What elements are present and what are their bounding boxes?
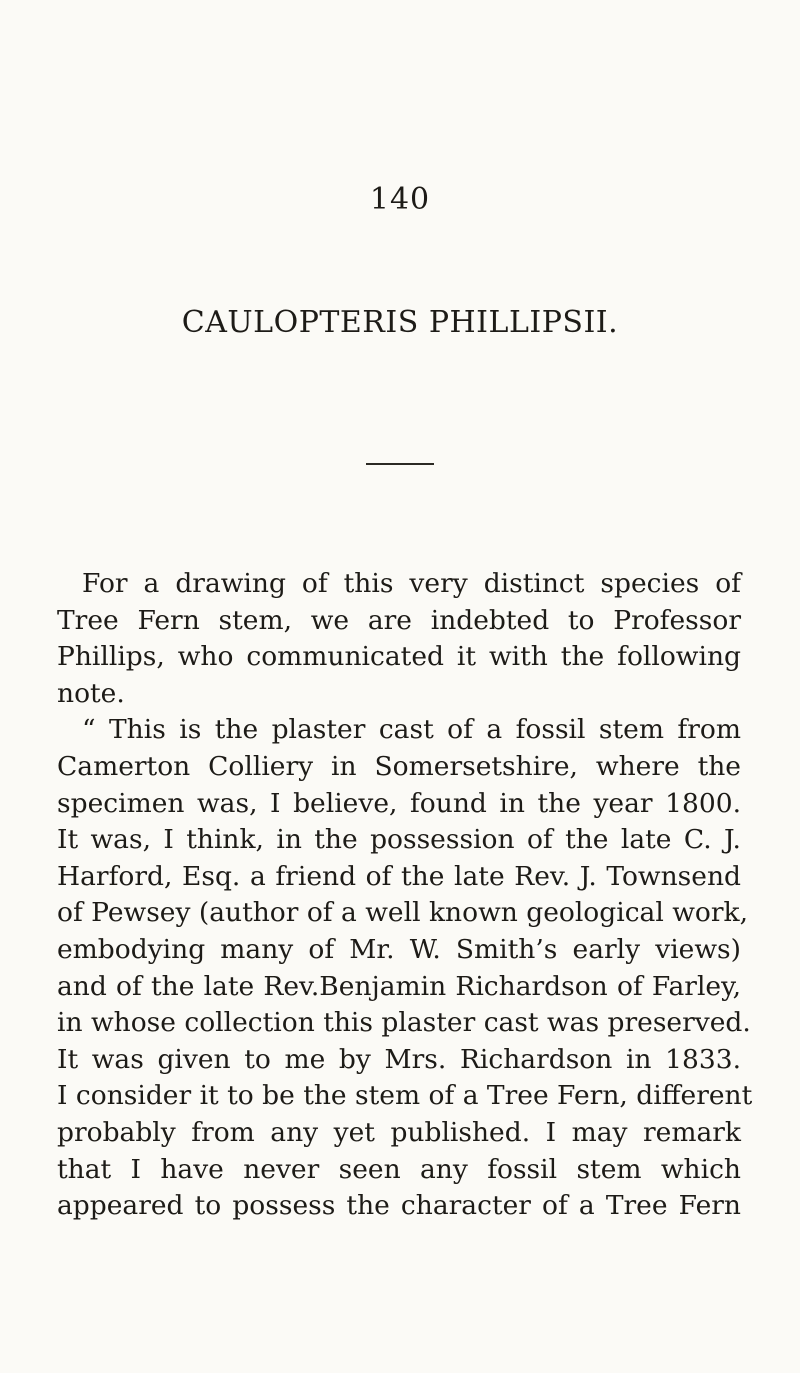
text-line: It was given to me by Mrs. Richardson in 1833. [57,1043,741,1075]
text-line: and of the late Rev.Benjamin Richardson of Farley, [57,970,741,1002]
text-line: For a drawing of this very distinct species of [82,568,741,599]
text-line: Phillips, who communicated it with the following [57,641,741,673]
text-line: Harford, Esq. a friend of the late Rev. J. Townsend [57,860,741,892]
text-line: “ This is the plaster cast of a fossil stem from [82,714,741,746]
body-text [57,566,753,1225]
text-line: specimen was, I believe, found in the year 1800. [57,787,741,819]
page-title: CAULOPTERIS PHILLIPSII. [181,305,619,340]
title-divider [366,463,434,465]
text-line: embodying many of Mr. W. Smith’s early views) [57,933,741,965]
text-line: I consider it to be the stem of a Tree Fern, different [57,1080,753,1112]
text-line: appeared to possess the character of a Tree Fern [57,1190,741,1222]
text-line: that I have never seen any fossil stem which [57,1153,741,1185]
text-line: Tree Fern stem, we are indebted to Professor [57,604,741,636]
text-line: of Pewsey (author of a well known geological work, [57,897,749,929]
text-line: in whose collection this plaster cast was preserved. [57,1007,751,1039]
text-line: Camerton Colliery in Somersetshire, where the [57,750,741,782]
text-line: note. [57,677,125,709]
text-line: probably from any yet published. I may remark [57,1116,741,1148]
page-number: 140 [369,182,431,217]
text-line: It was, I think, in the possession of the late C. J. [57,824,741,856]
